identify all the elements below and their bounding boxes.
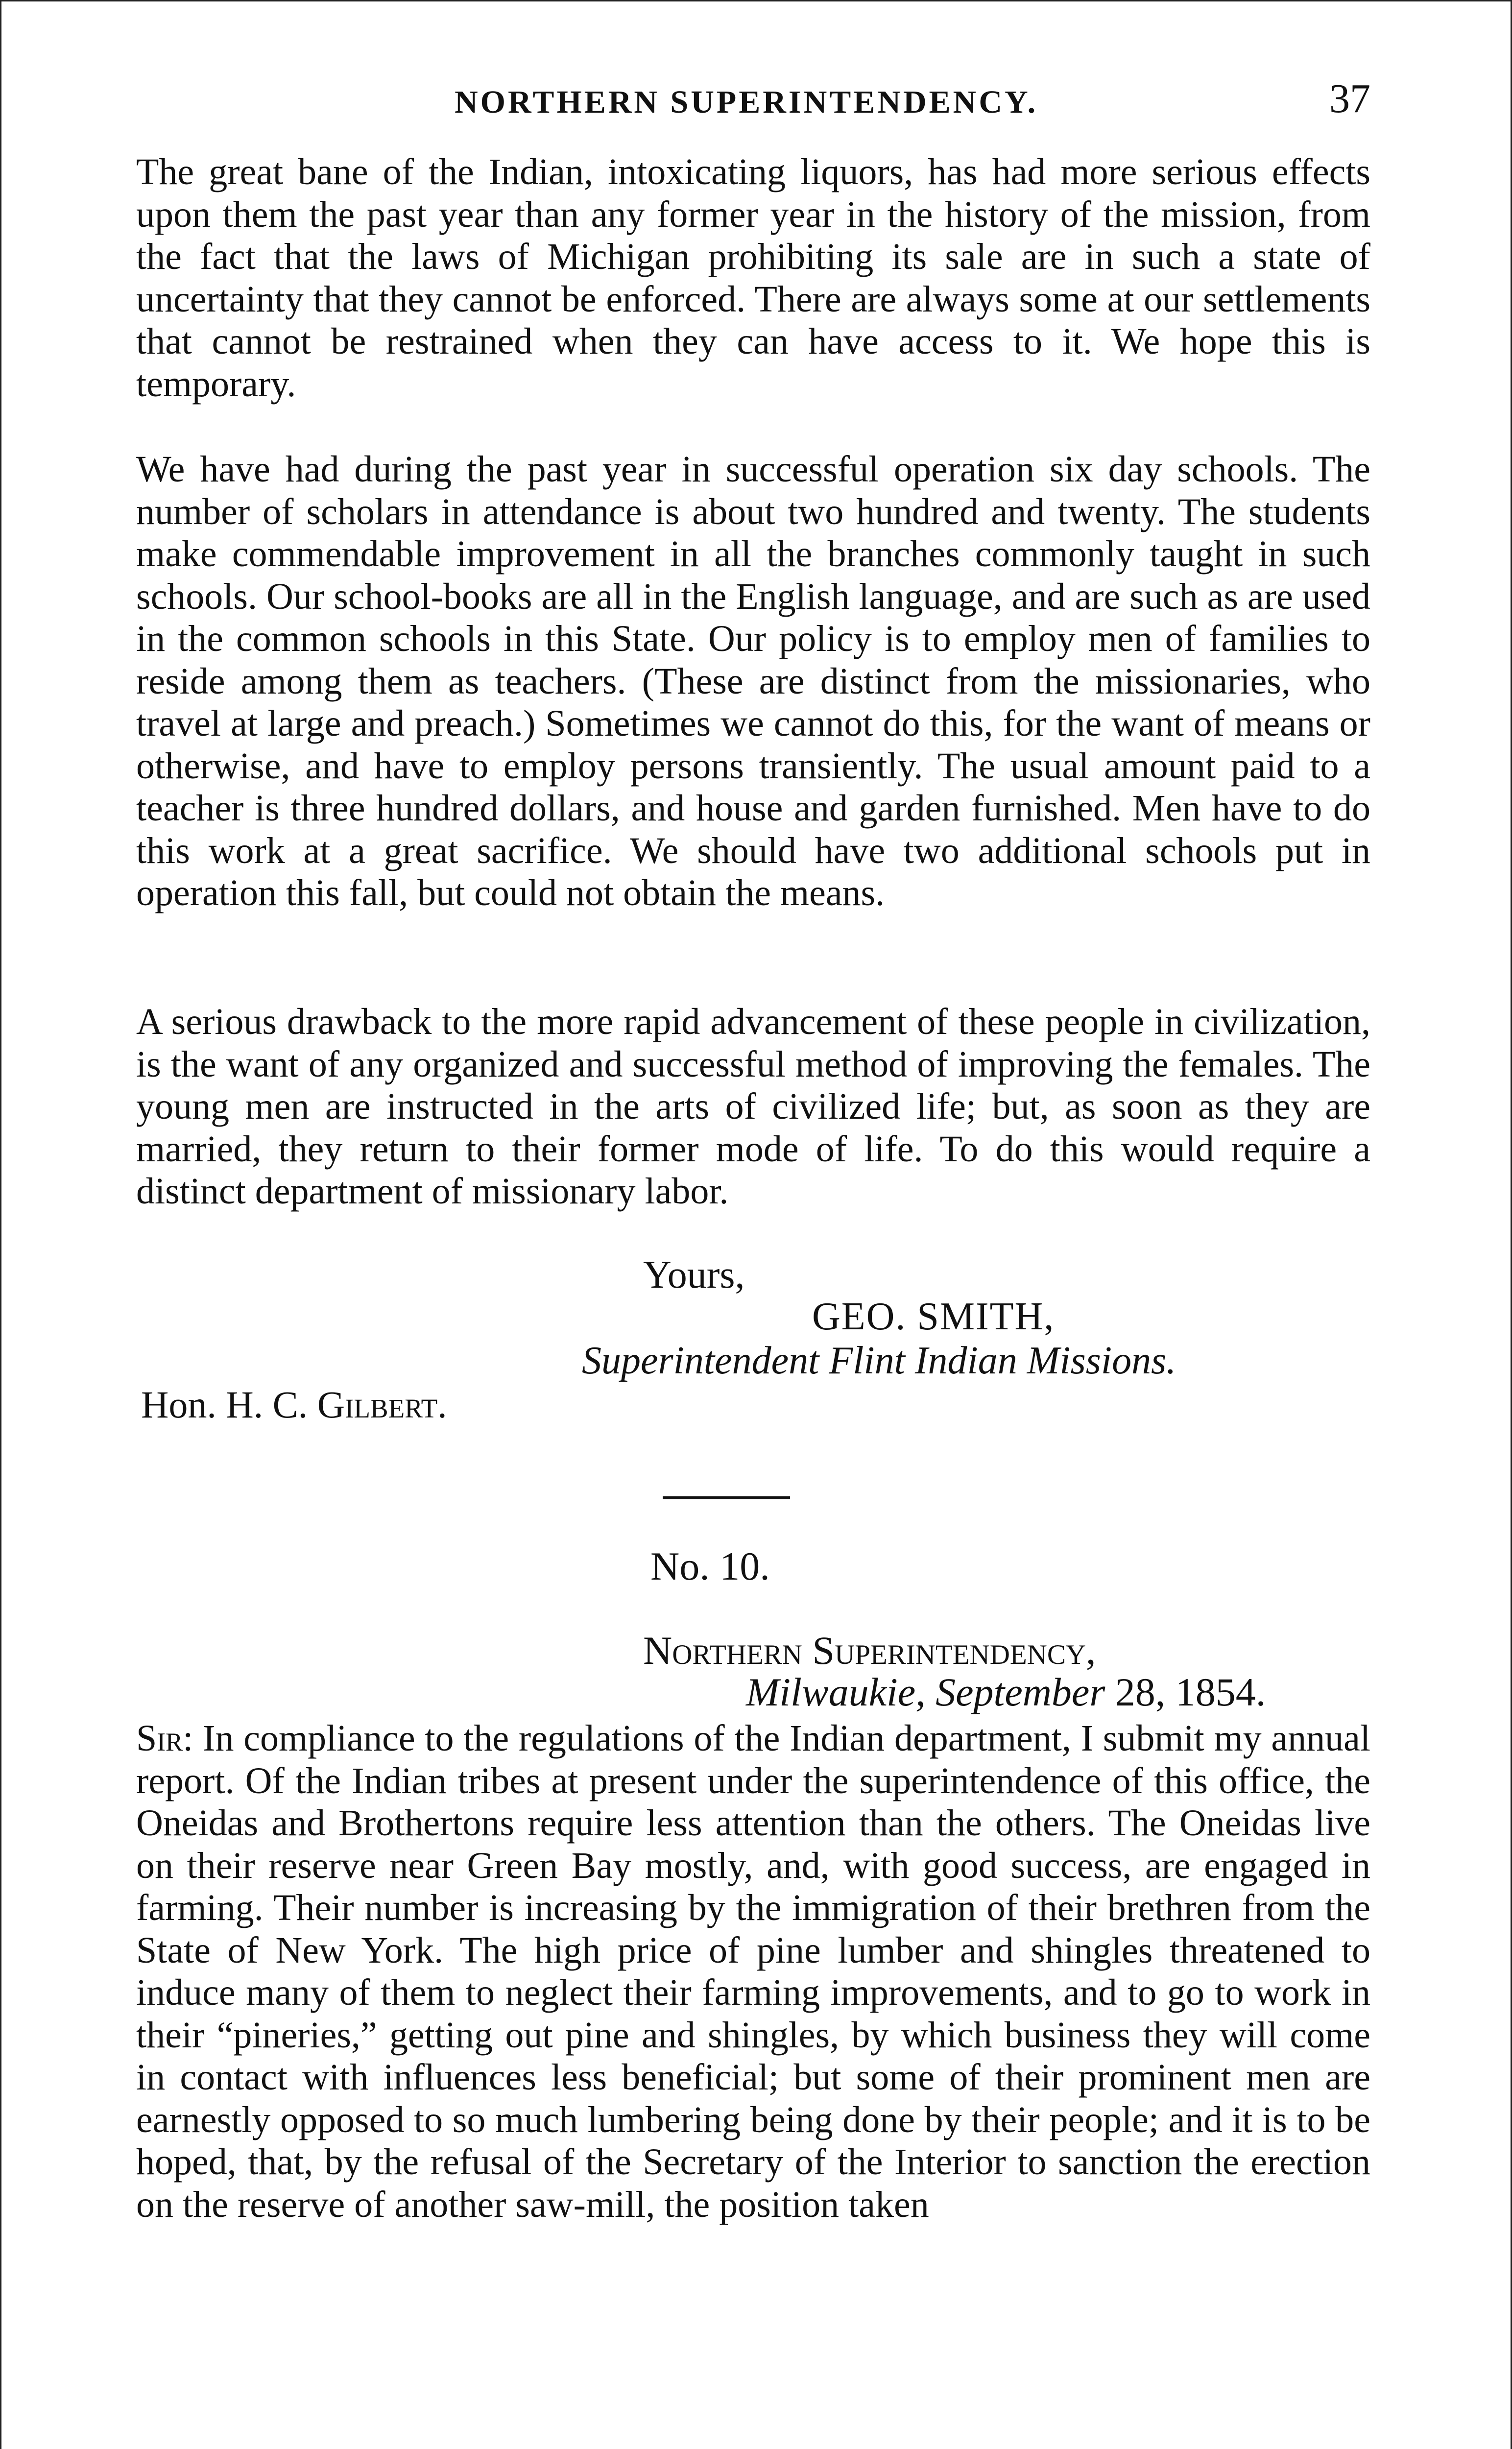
addressee-surname: Gilbert. (317, 1383, 447, 1426)
running-head (136, 75, 1370, 129)
paragraph-text: We have had during the past year in successful operation six day schools. The number of scholars in attendance is about two hundred and twenty. The students make commendable improvement in all the branches commonly taught in such schools. Our school-books are all in the English language, and are such as are used in the common schools in this State. Our policy is to employ men of families to reside among them as teachers. (These are distinct from the missionaries, who travel at large and preach.) Sometimes we cannot do this, for the want of means or otherwise, and have to employ persons transiently. The usual amount paid to a teacher is three hundred dollars, and house and garden furnished. Men have to do this work at a great sacrifice. We should have two additional schools put in operation this fall, but could not obtain the means. (136, 449, 1370, 913)
closing-yours: Yours, (643, 1253, 745, 1297)
dateline-place: Milwaukie, (746, 1670, 926, 1714)
paragraph-annual-report (136, 1717, 1370, 2226)
signature-name: GEO. SMITH, (812, 1295, 1055, 1338)
signature-title: Superintendent Flint Indian Missions. (582, 1339, 1176, 1382)
addressee-prefix: Hon. H. C. (141, 1383, 308, 1426)
office-heading: Northern Superintendency, (643, 1628, 1096, 1673)
salutation: Sir: (136, 1718, 193, 1759)
running-title: NORTHERN SUPERINTENDENCY. (455, 84, 1038, 120)
paragraph-day-schools (136, 448, 1370, 914)
paragraph-improving-females (136, 1001, 1370, 1213)
paragraph-body (136, 1717, 1370, 2226)
document-number: No. 10. (650, 1544, 770, 1588)
paragraph-intoxicating-liquors (136, 151, 1370, 405)
dateline (746, 1669, 1266, 1715)
dateline-day-year: 28, 1854. (1115, 1670, 1266, 1714)
paragraph-text: The great bane of the Indian, intoxicating liquors, has had more serious effects upon them the past year than any former year in the history of the mission, from the fact that the laws of Michigan prohibiting its sale are in such a state of uncertainty that they cannot be enforced. There are always some at our settlements that cannot be restrained when they can have access to it. We hope this is temporary. (136, 151, 1370, 405)
page-number: 37 (1329, 76, 1370, 121)
dateline-month: September (936, 1670, 1105, 1714)
addressee (141, 1383, 447, 1427)
paragraph-text: In compliance to the regulations of the Indian department, I submit my annual report. Of the Indian tribes at present under the superintendence of this office, the Oneidas and Brothertons require less attention than the others. The Oneidas live on their reserve near Green Bay mostly, and, with good success, are engaged in farming. Their number is increasing by the immigration of their brethren from the State of New York. The high price of pine lumber and shingles threatened to induce many of them to neglect their farming improvements, and to go to work in their “pineries,” getting out pine and shingles, by which business they will come in contact with influences less beneficial; but some of their prominent men are earnestly opposed to so much lumbering being done by their people; and it is to be hoped, that, by the refusal of the Secretary of the Interior to sanction the erection on the reserve of another saw-mill, the position taken (136, 1718, 1370, 2225)
section-divider (663, 1496, 790, 1499)
paragraph-text: A serious drawback to the more rapid advancement of these people in civilization, is the want of any organized and successful method of improving the females. The young men are instructed in the arts of civilized life; but, as soon as they are married, they return to their former mode of life. To do this would require a distinct department of missionary labor. (136, 1001, 1370, 1212)
